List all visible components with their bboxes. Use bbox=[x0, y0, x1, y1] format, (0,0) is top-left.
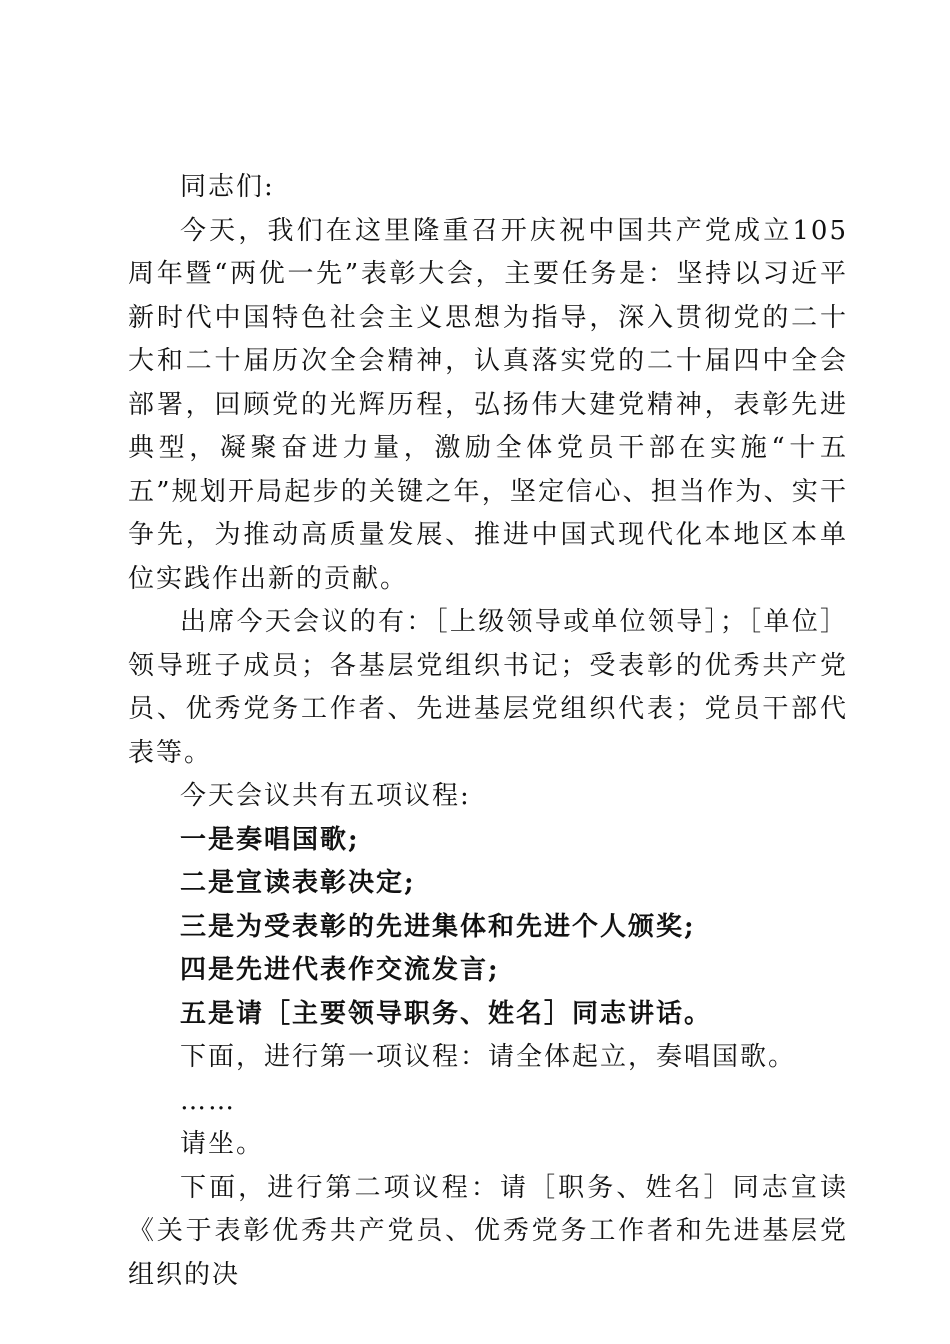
ellipsis: …… bbox=[180, 1085, 236, 1116]
sit-down-paragraph: 请坐。 bbox=[180, 1129, 265, 1159]
agenda-item-2: 二是宣读表彰决定; bbox=[180, 868, 416, 898]
document-page bbox=[128, 166, 848, 1297]
attendees-paragraph: 出席今天会议的有：［上级领导或单位领导］；［单位］领导班子成员；各基层党组织书记；受表彰的优秀共产党员、优秀党务工作者、先进基层党组织代表；党员干部代表等。 bbox=[128, 607, 848, 768]
agenda-intro: 今天会议共有五项议程: bbox=[180, 781, 471, 811]
agenda-item-5: 五是请［主要领导职务、姓名］同志讲话。 bbox=[180, 998, 713, 1029]
agenda-item-1: 一是奏唱国歌; bbox=[180, 824, 360, 855]
item2-paragraph: 下面，进行第二项议程：请［职务、姓名］同志宣读《关于表彰优秀共产党员、优秀党务工作者和先进基层党组织的决 bbox=[128, 1172, 848, 1290]
item1-paragraph: 下面，进行第一项议程：请全体起立，奏唱国歌。 bbox=[180, 1042, 797, 1072]
agenda-item-3: 三是为受表彰的先进集体和先进个人颁奖; bbox=[180, 911, 696, 942]
agenda-item-4: 四是先进代表作交流发言; bbox=[180, 955, 500, 985]
intro-paragraph: 今天，我们在这里隆重召开庆祝中国共产党成立105周年暨“两优一先”表彰大会，主要任务是：坚持以习近平新时代中国特色社会主义思想为指导，深入贯彻党的二十大和二十届历次全会精神，认真落实党的二十届四中全会部署，回顾党的光辉历程，弘扬伟大建党精神，表彰先进典型，凝聚奋进力量，激励全体党员干部在实施“十五五”规划开局起步的关键之年，坚定信心、担当作为、实干争先，为推动高质量发展、推进中国式现代化本地区本单位实践作出新的贡献。 bbox=[128, 215, 848, 594]
greeting: 同志们: bbox=[180, 172, 275, 202]
